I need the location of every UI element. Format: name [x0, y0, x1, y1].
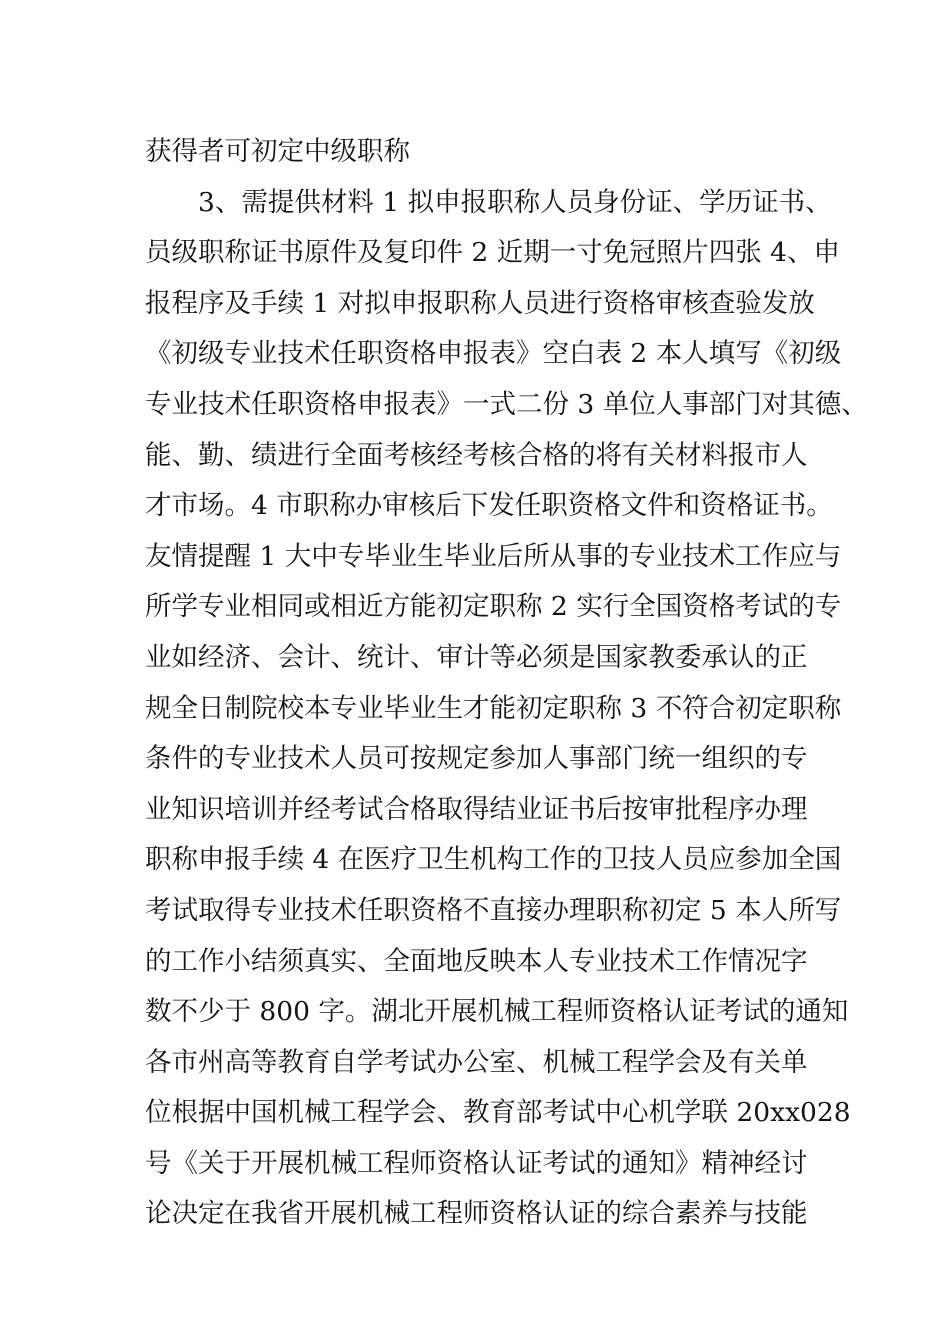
- text-line: 条件的专业技术人员可按规定参加人事部门统一组织的专: [145, 743, 808, 775]
- text-line: 员级职称证书原件及复印件 2 近期一寸免冠照片四张 4、申: [145, 237, 840, 269]
- text-line: 号《关于开展机械工程师资格认证考试的通知》精神经讨: [145, 1147, 808, 1179]
- text-line: 报程序及手续 1 对拟申报职称人员进行资格审核查验发放: [145, 287, 815, 319]
- text-line: 专业技术任职资格申报表》一式二份 3 单位人事部门对其德、: [145, 388, 868, 420]
- text-line: 业知识培训并经考试合格取得结业证书后按审批程序办理: [145, 793, 808, 825]
- text-line: 获得者可初定中级职称: [145, 136, 410, 167]
- text-line: 考试取得专业技术任职资格不直接办理职称初定 5 本人所写: [145, 894, 842, 926]
- text-line: 论决定在我省开展机械工程师资格认证的综合素养与技能: [145, 1198, 808, 1230]
- body-text: [145, 127, 868, 1240]
- text-line: 位根据中国机械工程学会、教育部考试中心机学联 20xx028: [145, 1097, 851, 1129]
- text-line: 能、勤、绩进行全面考核经考核合格的将有关材料报市人: [145, 439, 808, 471]
- text-line: 才市场。4 市职称办审核后下发任职资格文件和资格证书。: [145, 490, 833, 522]
- text-line: 友情提醒 1 大中专毕业生毕业后所从事的专业技术工作应与: [145, 540, 842, 572]
- text-line: 规全日制院校本专业毕业生才能初定职称 3 不符合初定职称: [145, 692, 842, 724]
- text-line: 《初级专业技术任职资格申报表》空白表 2 本人填写《初级: [145, 338, 842, 370]
- text-line: 职称申报手续 4 在医疗卫生机构工作的卫技人员应参加全国: [145, 844, 842, 876]
- text-line: 业如经济、会计、统计、审计等必须是国家教委承认的正: [145, 641, 808, 673]
- text-line-indented: 3、需提供材料 1 拟申报职称人员身份证、学历证书、: [198, 186, 832, 218]
- text-line: 的工作小结须真实、全面地反映本人专业技术工作情况字: [145, 945, 808, 977]
- text-line: 数不少于 800 字。湖北开展机械工程师资格认证考试的通知: [145, 996, 849, 1028]
- text-line: 各市州高等教育自学考试办公室、机械工程学会及有关单: [145, 1046, 808, 1078]
- text-line: 所学专业相同或相近方能初定职称 2 实行全国资格考试的专: [145, 591, 842, 623]
